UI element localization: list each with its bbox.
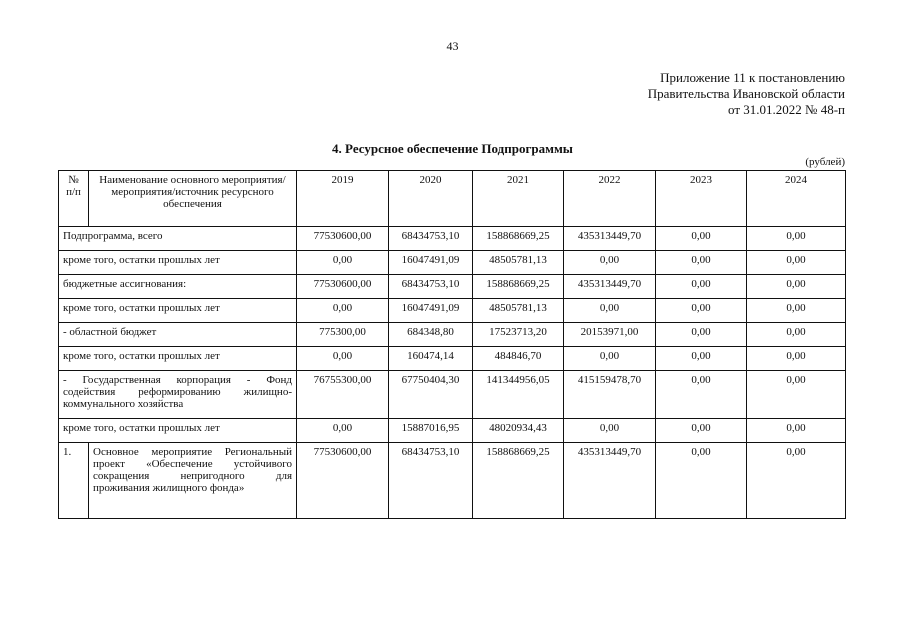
cell-2024: 0,00 bbox=[747, 251, 846, 275]
event-number: 1. bbox=[59, 443, 89, 519]
cell-2022: 435313449,70 bbox=[564, 275, 656, 299]
row-label: кроме того, остатки прошлых лет bbox=[59, 347, 297, 371]
cell-2020: 68434753,10 bbox=[389, 227, 473, 251]
cell-2023: 0,00 bbox=[656, 275, 747, 299]
cell-2024: 0,00 bbox=[747, 323, 846, 347]
cell-2023: 0,00 bbox=[656, 443, 747, 519]
cell-2021: 17523713,20 bbox=[473, 323, 564, 347]
cell-2022: 415159478,70 bbox=[564, 371, 656, 419]
section-title: 4. Ресурсное обеспечение Подпрограммы bbox=[332, 141, 573, 156]
cell-2022: 0,00 bbox=[564, 347, 656, 371]
cell-2019: 76755300,00 bbox=[297, 371, 389, 419]
header-2024: 2024 bbox=[747, 171, 846, 227]
table-row bbox=[59, 419, 846, 443]
event-name: Основное мероприятие Региональный проект «Обеспечение устойчивого сокращения непригодного для проживания жилищного фонда» bbox=[89, 443, 297, 519]
cell-2019: 0,00 bbox=[297, 299, 389, 323]
row-label: - Государственная корпорация - Фонд содействия реформированию жилищно-коммунального хозяйства bbox=[59, 371, 297, 419]
cell-2024: 0,00 bbox=[747, 443, 846, 519]
cell-2020: 67750404,30 bbox=[389, 371, 473, 419]
header-2019: 2019 bbox=[297, 171, 389, 227]
cell-2020: 15887016,95 bbox=[389, 419, 473, 443]
cell-2021: 48020934,43 bbox=[473, 419, 564, 443]
cell-2019: 0,00 bbox=[297, 419, 389, 443]
cell-2022: 0,00 bbox=[564, 299, 656, 323]
cell-2024: 0,00 bbox=[747, 371, 846, 419]
units-label: (рублей) bbox=[805, 156, 845, 168]
cell-2021: 48505781,13 bbox=[473, 251, 564, 275]
cell-2021: 48505781,13 bbox=[473, 299, 564, 323]
header-2022: 2022 bbox=[564, 171, 656, 227]
cell-2020: 16047491,09 bbox=[389, 251, 473, 275]
cell-2019: 775300,00 bbox=[297, 323, 389, 347]
cell-2021: 158868669,25 bbox=[473, 443, 564, 519]
cell-2023: 0,00 bbox=[656, 227, 747, 251]
row-label: кроме того, остатки прошлых лет bbox=[59, 299, 297, 323]
cell-2023: 0,00 bbox=[656, 419, 747, 443]
cell-2023: 0,00 bbox=[656, 347, 747, 371]
table-header-row bbox=[59, 171, 846, 227]
appendix-line-2: Правительства Ивановской области bbox=[647, 86, 845, 101]
appendix-reference bbox=[648, 70, 845, 118]
cell-2020: 684348,80 bbox=[389, 323, 473, 347]
cell-2019: 77530600,00 bbox=[297, 227, 389, 251]
cell-2021: 484846,70 bbox=[473, 347, 564, 371]
table-row bbox=[59, 299, 846, 323]
cell-2020: 16047491,09 bbox=[389, 299, 473, 323]
cell-2020: 68434753,10 bbox=[389, 275, 473, 299]
cell-2022: 20153971,00 bbox=[564, 323, 656, 347]
cell-2023: 0,00 bbox=[656, 371, 747, 419]
cell-2021: 141344956,05 bbox=[473, 371, 564, 419]
cell-2024: 0,00 bbox=[747, 299, 846, 323]
cell-2024: 0,00 bbox=[747, 227, 846, 251]
table-row-main-event bbox=[59, 443, 846, 519]
header-2023: 2023 bbox=[656, 171, 747, 227]
appendix-line-1: Приложение 11 к постановлению bbox=[660, 70, 845, 85]
header-name: Наименование основного мероприятия/мероприятия/источник ресурсного обеспечения bbox=[89, 171, 297, 227]
cell-2019: 77530600,00 bbox=[297, 443, 389, 519]
cell-2021: 158868669,25 bbox=[473, 275, 564, 299]
cell-2021: 158868669,25 bbox=[473, 227, 564, 251]
cell-2023: 0,00 bbox=[656, 299, 747, 323]
cell-2024: 0,00 bbox=[747, 347, 846, 371]
table-row bbox=[59, 251, 846, 275]
row-label: кроме того, остатки прошлых лет bbox=[59, 419, 297, 443]
cell-2024: 0,00 bbox=[747, 419, 846, 443]
appendix-line-3: от 31.01.2022 № 48-п bbox=[728, 102, 845, 117]
cell-2019: 0,00 bbox=[297, 347, 389, 371]
row-label: - областной бюджет bbox=[59, 323, 297, 347]
table-row bbox=[59, 275, 846, 299]
header-number: № п/п bbox=[59, 171, 89, 227]
row-label: бюджетные ассигнования: bbox=[59, 275, 297, 299]
table-row bbox=[59, 227, 846, 251]
cell-2022: 0,00 bbox=[564, 251, 656, 275]
cell-2022: 0,00 bbox=[564, 419, 656, 443]
resource-table bbox=[58, 170, 846, 519]
row-label: кроме того, остатки прошлых лет bbox=[59, 251, 297, 275]
header-2020: 2020 bbox=[389, 171, 473, 227]
table-row bbox=[59, 323, 846, 347]
cell-2024: 0,00 bbox=[747, 275, 846, 299]
cell-2020: 68434753,10 bbox=[389, 443, 473, 519]
cell-2022: 435313449,70 bbox=[564, 227, 656, 251]
cell-2023: 0,00 bbox=[656, 323, 747, 347]
page-number: 43 bbox=[446, 39, 459, 53]
cell-2020: 160474,14 bbox=[389, 347, 473, 371]
header-2021: 2021 bbox=[473, 171, 564, 227]
cell-2022: 435313449,70 bbox=[564, 443, 656, 519]
table-row bbox=[59, 347, 846, 371]
cell-2019: 0,00 bbox=[297, 251, 389, 275]
cell-2019: 77530600,00 bbox=[297, 275, 389, 299]
table-row bbox=[59, 371, 846, 419]
cell-2023: 0,00 bbox=[656, 251, 747, 275]
row-label: Подпрограмма, всего bbox=[59, 227, 297, 251]
